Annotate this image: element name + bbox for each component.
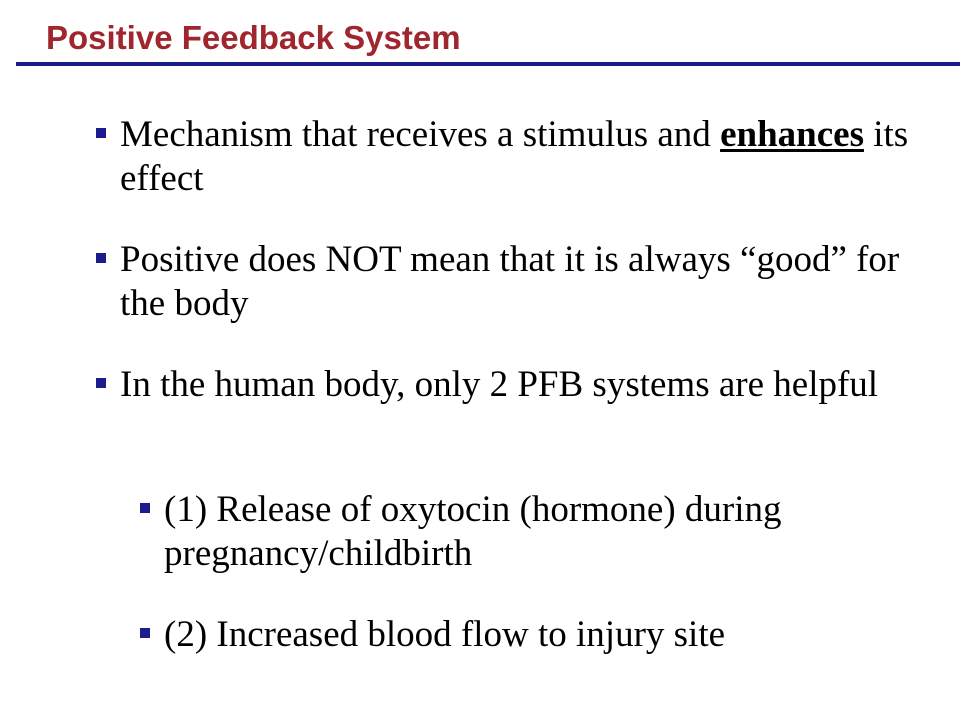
square-bullet-icon — [140, 503, 150, 513]
bullet-item-mechanism — [96, 113, 916, 201]
bullet-item-human-body — [96, 363, 916, 407]
bullet-text — [120, 113, 916, 201]
square-bullet-icon — [96, 128, 106, 138]
bullet-text-end: its effect — [120, 114, 909, 199]
square-bullet-icon — [96, 253, 106, 263]
slide-title: Positive Feedback System — [46, 19, 461, 56]
sub-bullet-text: (2) Increased blood flow to injury site — [164, 614, 726, 655]
emphasized-word: enhances — [720, 114, 864, 155]
square-bullet-icon — [96, 378, 106, 388]
bullet-text: Positive does NOT mean that it is always “good” for the body — [120, 239, 900, 324]
bullet-item-positive-meaning — [96, 238, 916, 326]
sub-bullet-text: (1) Release of oxytocin (hormone) during pregnancy/childbirth — [164, 489, 782, 574]
sub-bullet-item-blood-flow — [140, 613, 940, 657]
bullet-text-start: Mechanism that receives a stimulus and — [120, 114, 721, 155]
sub-bullet-item-oxytocin — [140, 488, 940, 576]
square-bullet-icon — [140, 628, 150, 638]
bullet-text: In the human body, only 2 PFB systems are helpful — [120, 364, 879, 405]
title-underline-rule — [16, 62, 960, 66]
